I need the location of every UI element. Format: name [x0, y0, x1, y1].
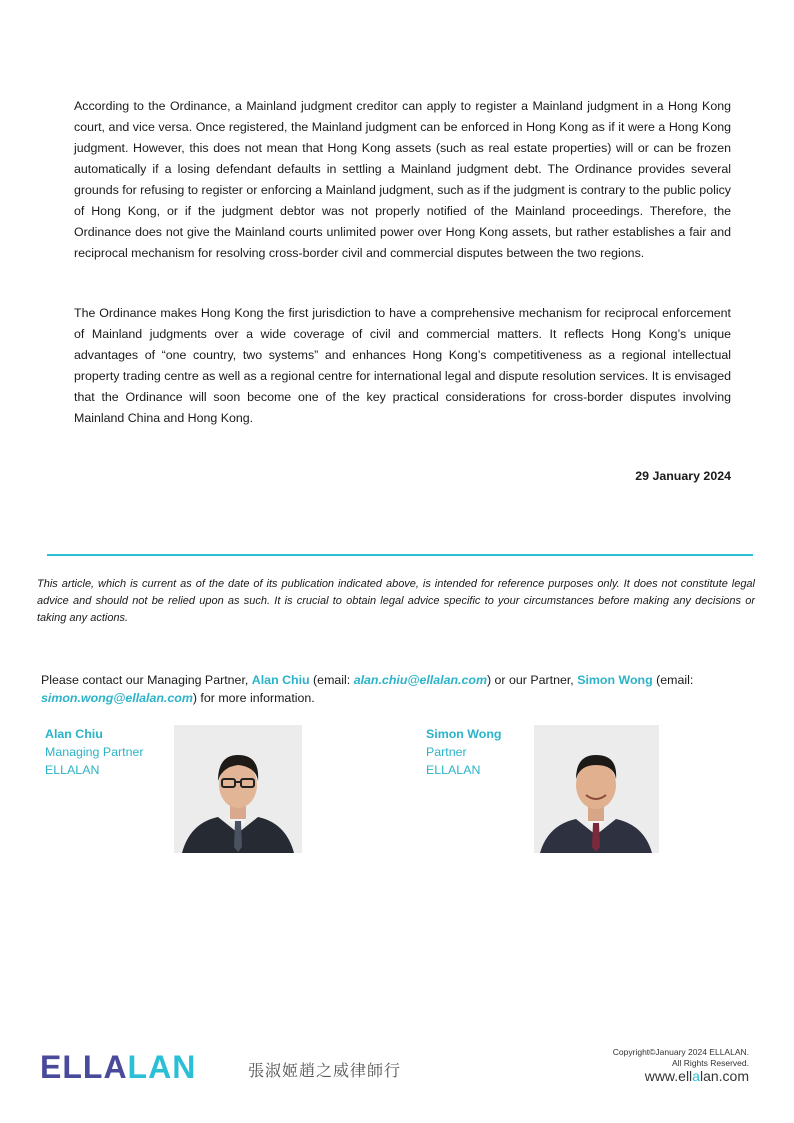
- logo-text: ELLA: [40, 1049, 128, 1085]
- body-paragraph-1: According to the Ordinance, a Mainland judgment creditor can apply to register a Mainland judgment in a Hong Kong court, and vice versa. Once registered, the Mainland judgment can be enforced in Hong Kong as if it were a Hong Kong judgment. However, this does not mean that Hong Kong assets (such as real estate properties) will or can be frozen automatically if a losing defendant defaults in settling a Mainland judgment debt. The Ordinance provides several grounds for refusing to register or enforcing a Mainland judgment, such as if the judgment is contrary to the public policy of Hong Kong, or if the judgment debtor was not properly notified of the Mainland proceedings. Therefore, the Ordinance does not give the Mainland courts unlimited power over Hong Kong assets, but rather establishes a fair and reciprocal mechanism for resolving cross-border civil and commercial disputes between the two regions.: [74, 99, 731, 260]
- copyright-line: All Rights Reserved.: [671, 1058, 749, 1068]
- company-logo: [40, 1049, 196, 1086]
- contact-name-simon: Simon Wong: [577, 673, 653, 687]
- contact-text: ) for more information.: [192, 691, 315, 705]
- contact-text: (email:: [652, 673, 694, 687]
- person-title: Managing Partner: [45, 745, 144, 759]
- person-firm: ELLALAN: [426, 763, 481, 777]
- email-link-alan[interactable]: alan.chiu@ellalan.com: [353, 673, 487, 687]
- company-chinese-name: 張淑姬趙之威律師行: [248, 1061, 402, 1080]
- person-title: Partner: [426, 745, 467, 759]
- website-link[interactable]: [645, 1068, 749, 1084]
- body-paragraph-2: The Ordinance makes Hong Kong the first jurisdiction to have a comprehensive mechanism for reciprocal enforcement of Mainland judgments over a wide coverage of civil and commercial matters. It reflects Hong Kong’s unique advantages of “one country, two systems” and enhances Hong Kong’s competitiveness as a regional intellectual property trading centre as well as a regional centre for international legal and dispute resolution services. It is envisaged that the Ordinance will soon become one of the key practical considerations for cross-border disputes involving Mainland China and Hong Kong.: [74, 306, 731, 425]
- divider: [47, 554, 753, 556]
- contact-text: ) or our Partner,: [486, 673, 578, 687]
- copyright: [613, 1047, 749, 1069]
- contact-text: Please contact our Managing Partner,: [41, 673, 252, 687]
- contact-paragraph: [41, 671, 751, 707]
- web-text: www.ell: [644, 1068, 693, 1084]
- portrait-photo: [534, 725, 659, 853]
- publication-date: 29 January 2024: [635, 469, 731, 483]
- person-firm: ELLALAN: [45, 763, 100, 777]
- portrait-photo: [174, 725, 302, 853]
- person-card-alan: [45, 725, 144, 779]
- contact-text: (email:: [309, 673, 354, 687]
- person-name: Alan Chiu: [45, 727, 103, 741]
- person-name: Simon Wong: [426, 727, 502, 741]
- disclaimer: This article, which is current as of the date of its publication indicated above, is intended for reference purposes only. It does not constitute legal advice and should not be relied upon as such. It is crucial to obtain legal advice specific to your circumstances before making any decisions or taking any actions.: [37, 578, 755, 624]
- web-text: a: [692, 1068, 700, 1084]
- copyright-line: Copyright©January 2024 ELLALAN.: [612, 1047, 749, 1057]
- contact-name-alan: Alan Chiu: [251, 673, 310, 687]
- logo-text: LAN: [127, 1049, 197, 1085]
- person-card-simon: [426, 725, 501, 779]
- email-link-simon[interactable]: simon.wong@ellalan.com: [41, 691, 193, 705]
- web-text: lan.com: [699, 1068, 749, 1084]
